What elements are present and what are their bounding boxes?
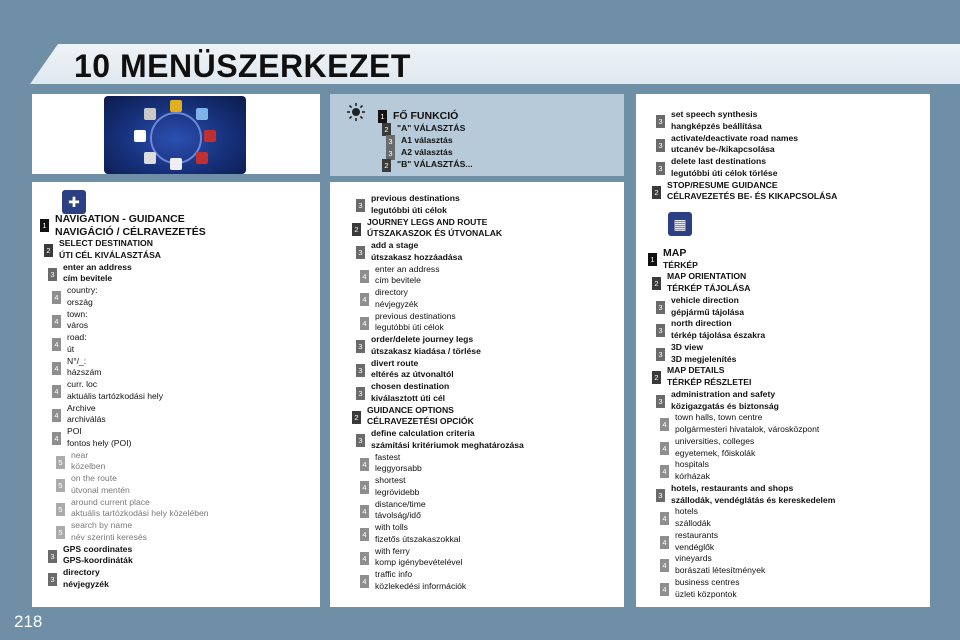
menu-item-label: chosen destination <box>371 381 450 391</box>
level-badge: 4 <box>660 418 669 431</box>
menu-item-label: north direction <box>671 318 732 329</box>
menu-item-translation: útszakasz hozzáadása <box>371 251 463 262</box>
level-badge: 3 <box>356 364 365 377</box>
level-badge: 3 <box>356 199 365 212</box>
menu-item-label: GPS coordinates <box>63 543 133 554</box>
menu-item-label: activate/deactivate road names <box>671 132 799 143</box>
menu-item-label: town halls, town centre <box>675 412 763 423</box>
menu-item-label: delete last destinations <box>671 156 767 166</box>
menu-item-label: previous destinations <box>371 193 460 203</box>
menu-item-translation: 3D megjelenítés <box>671 353 737 364</box>
level-badge: 2 <box>652 277 661 290</box>
main-menu-screen-image <box>104 96 246 174</box>
menu-item-translation: legrövidebb <box>375 486 420 497</box>
level-badge: 4 <box>660 512 669 525</box>
menu-item-translation: vendéglők <box>675 541 715 552</box>
menu-item-translation: cím bevitele <box>63 273 113 284</box>
level-badge: 4 <box>360 575 369 588</box>
level-badge: 3 <box>356 246 365 259</box>
menu-item-translation: névjegyzék <box>63 578 109 589</box>
menu-item-translation: térkép tájolása északra <box>671 330 766 340</box>
menu-item-label: administration and safety <box>671 388 776 399</box>
menu-item-translation: kiválasztott úti cél <box>371 392 446 403</box>
menu-item-label: MAP ORIENTATION <box>667 271 747 282</box>
menu-item-label: fastest <box>375 451 401 462</box>
menu-item-label: directory <box>375 287 408 297</box>
level-badge: 3 <box>656 115 665 128</box>
menu-item-translation: eltérés az útvonaltól <box>371 369 454 380</box>
menu-item-translation: egyetemek, főiskolák <box>675 447 756 458</box>
menu-item-label: enter an address <box>63 261 132 272</box>
level-badge: 5 <box>56 503 65 516</box>
map-icon: ▦ <box>668 212 692 236</box>
level-badge: 2 <box>652 186 661 199</box>
menu-item-translation: archiválás <box>67 414 106 425</box>
menu-item-label: road: <box>67 332 87 343</box>
page-number: 218 <box>14 612 43 631</box>
menu-item-label: around current place <box>71 496 150 507</box>
menu-item-label: POI <box>67 426 82 437</box>
menu-item-translation: legutóbbi úti célok <box>375 322 444 333</box>
level-badge: 1 <box>40 219 49 232</box>
menu-item-translation: ország <box>67 296 93 307</box>
menu-item-translation: ÚTI CÉL KIVÁLASZTÁSA <box>59 249 162 260</box>
level-badge: 3 <box>48 268 57 281</box>
level-badge: 3 <box>356 387 365 400</box>
settings-sun-icon <box>347 103 365 121</box>
menu-item-label: curr. loc <box>67 379 98 390</box>
menu-item-label: directory <box>63 567 100 578</box>
menu-item-translation: szállodák, vendéglátás és kereskedelem <box>671 494 836 505</box>
menu-item-translation: cím bevitele <box>375 275 421 286</box>
menu-item-label: on the route <box>71 473 117 484</box>
menu-item-label: distance/time <box>375 498 426 509</box>
level-badge: 2 <box>382 159 391 172</box>
level-badge: 4 <box>52 432 61 445</box>
menu-item-label: shortest <box>375 475 406 485</box>
level-badge: 4 <box>360 552 369 565</box>
menu-item-label: universities, colleges <box>675 435 755 446</box>
menu-item-translation: borászati létesítmények <box>675 565 766 575</box>
menu-item-translation: ÚTSZAKASZOK ÉS ÚTVONALAK <box>367 228 503 239</box>
level-badge: 5 <box>56 479 65 492</box>
level-badge: 2 <box>652 371 661 384</box>
menu-item-translation: TÉRKÉP RÉSZLETEI <box>667 377 752 387</box>
menu-item-translation: legutóbbi úti célok törlése <box>671 167 778 178</box>
level-badge: 4 <box>52 291 61 304</box>
menu-item-label: town: <box>67 308 88 319</box>
menu-item-label: near <box>71 449 89 460</box>
menu-item-label: order/delete journey legs <box>371 334 474 344</box>
menu-item-translation: NAVIGÁCIÓ / CÉLRAVEZETÉS <box>55 225 206 238</box>
level-badge: 4 <box>660 536 669 549</box>
level-badge: 2 <box>382 123 391 136</box>
level-badge: 2 <box>352 411 361 424</box>
level-badge: 4 <box>660 583 669 596</box>
menu-item-translation: gépjármű tájolása <box>671 306 745 317</box>
level-badge: 4 <box>360 270 369 283</box>
menu-item-translation: CÉLRAVEZETÉS BE- ÉS KIKAPCSOLÁSA <box>667 191 838 202</box>
menu-item-translation: fontos hely (POI) <box>67 437 132 448</box>
menu-item-label: with ferry <box>375 545 410 556</box>
level-badge: 3 <box>656 395 665 408</box>
level-badge: 4 <box>660 465 669 478</box>
menu-item-translation: útszakasz kiadása / törlése <box>371 345 481 356</box>
menu-item-label: restaurants <box>675 529 718 540</box>
menu-item-label: JOURNEY LEGS AND ROUTE <box>367 216 488 227</box>
page-title: 10 MENÜSZERKEZET <box>74 48 411 84</box>
menu-item-translation: közigazgatás és biztonság <box>671 400 779 411</box>
menu-item-translation: kórházak <box>675 471 710 481</box>
level-badge: 3 <box>656 324 665 337</box>
navigation-compass-icon: ✚ <box>62 190 86 214</box>
menu-item-translation: leggyorsabb <box>375 463 422 474</box>
menu-item-translation: közlekedési információk <box>375 580 467 591</box>
level-badge: 4 <box>360 481 369 494</box>
menu-item-translation: névjegyzék <box>375 298 418 309</box>
menu-item-label: "B" VÁLASZTÁS... <box>397 158 473 169</box>
menu-item-translation: polgármesteri hivatalok, városközpont <box>675 424 820 434</box>
menu-item-label: hotels <box>675 506 698 517</box>
menu-item-translation: üzleti központok <box>675 588 737 599</box>
menu-item-label: GUIDANCE OPTIONS <box>367 404 454 415</box>
menu-item-label: hospitals <box>675 459 709 470</box>
menu-item-label: N°/_: <box>67 355 87 366</box>
level-badge: 3 <box>656 348 665 361</box>
level-badge: 2 <box>44 244 53 257</box>
level-badge: 4 <box>360 293 369 306</box>
menu-item-label: MAP DETAILS <box>667 365 725 376</box>
legend-panel <box>330 94 624 176</box>
level-badge: 4 <box>52 315 61 328</box>
level-badge: 4 <box>52 409 61 422</box>
level-badge: 4 <box>360 528 369 541</box>
level-badge: 4 <box>360 317 369 330</box>
menu-item-translation: város <box>67 320 89 331</box>
menu-item-label: business centres <box>675 576 740 587</box>
level-badge: 5 <box>56 526 65 539</box>
menu-item-translation: út <box>67 343 75 354</box>
level-badge: 3 <box>356 340 365 353</box>
menu-item-translation: szállodák <box>675 518 711 528</box>
menu-item-label: "A" VÁLASZTÁS <box>397 122 466 133</box>
level-badge: 3 <box>48 550 57 563</box>
menu-item-translation: legutóbbi úti célok <box>371 204 447 215</box>
menu-item-translation: komp igénybevételével <box>375 557 463 568</box>
menu-item-label: define calculation criteria <box>371 428 475 438</box>
menu-item-translation: TÉRKÉP TÁJOLÁSA <box>667 283 751 293</box>
level-badge: 3 <box>656 301 665 314</box>
menu-item-label: vineyards <box>675 553 712 564</box>
menu-item-label: country: <box>67 285 98 296</box>
menu-item-label: STOP/RESUME GUIDANCE <box>667 179 778 190</box>
level-badge: 4 <box>360 505 369 518</box>
menu-item-label: NAVIGATION - GUIDANCE <box>55 213 185 225</box>
level-badge: 3 <box>656 139 665 152</box>
menu-item-label: A1 választás <box>401 134 453 145</box>
menu-item-label: traffic info <box>375 569 413 579</box>
menu-item-translation: fizetős útszakaszokkal <box>375 533 461 544</box>
menu-item-label: with tolls <box>375 522 408 532</box>
menu-item-label: FŐ FUNKCIÓ <box>393 110 459 122</box>
menu-item-translation: számítási kritériumok meghatározása <box>371 439 524 450</box>
level-badge: 4 <box>660 442 669 455</box>
menu-item-translation: CÉLRAVEZETÉSI OPCIÓK <box>367 416 474 427</box>
menu-item-translation: utcanév be-/kikapcsolása <box>671 144 775 155</box>
menu-item-label: hotels, restaurants and shops <box>671 482 794 493</box>
menu-item-translation: aktuális tartózkodási hely közelében <box>71 508 209 519</box>
level-badge: 3 <box>48 573 57 586</box>
menu-item-translation: név szerinti keresés <box>71 531 147 542</box>
level-badge: 3 <box>356 434 365 447</box>
level-badge: 3 <box>386 147 395 160</box>
menu-item-label: vehicle direction <box>671 294 739 305</box>
menu-item-translation: útvonal mentén <box>71 484 130 495</box>
menu-item-label: set speech synthesis <box>671 109 758 119</box>
menu-item-translation: aktuális tartózkodási hely <box>67 390 164 401</box>
level-badge: 4 <box>360 458 369 471</box>
menu-item-label: previous destinations <box>375 310 456 321</box>
menu-item-label: A2 választás <box>401 146 453 157</box>
menu-item-label: add a stage <box>371 240 419 250</box>
level-badge: 4 <box>52 338 61 351</box>
level-badge: 4 <box>660 559 669 572</box>
level-badge: 5 <box>56 456 65 469</box>
level-badge: 1 <box>648 253 657 266</box>
level-badge: 4 <box>52 385 61 398</box>
menu-item-translation: GPS-koordináták <box>63 555 133 566</box>
menu-item-label: search by name <box>71 520 133 531</box>
menu-item-translation: távolság/idő <box>375 510 421 521</box>
menu-item-translation: TÉRKÉP <box>663 259 698 270</box>
menu-item-label: divert route <box>371 357 419 368</box>
level-badge: 3 <box>386 135 395 148</box>
menu-item-label: 3D view <box>671 341 704 352</box>
level-badge: 3 <box>656 489 665 502</box>
level-badge: 3 <box>656 162 665 175</box>
level-badge: 1 <box>378 110 387 123</box>
menu-item-label: MAP <box>663 247 687 259</box>
menu-item-label: enter an address <box>375 263 440 274</box>
menu-item-translation: közelben <box>71 461 106 472</box>
menu-item-label: SELECT DESTINATION <box>59 238 153 249</box>
level-badge: 4 <box>52 362 61 375</box>
level-badge: 2 <box>352 223 361 236</box>
menu-item-label: Archive <box>67 402 96 413</box>
menu-item-translation: hangképzés beállítása <box>671 120 762 131</box>
menu-item-translation: házszám <box>67 367 102 378</box>
